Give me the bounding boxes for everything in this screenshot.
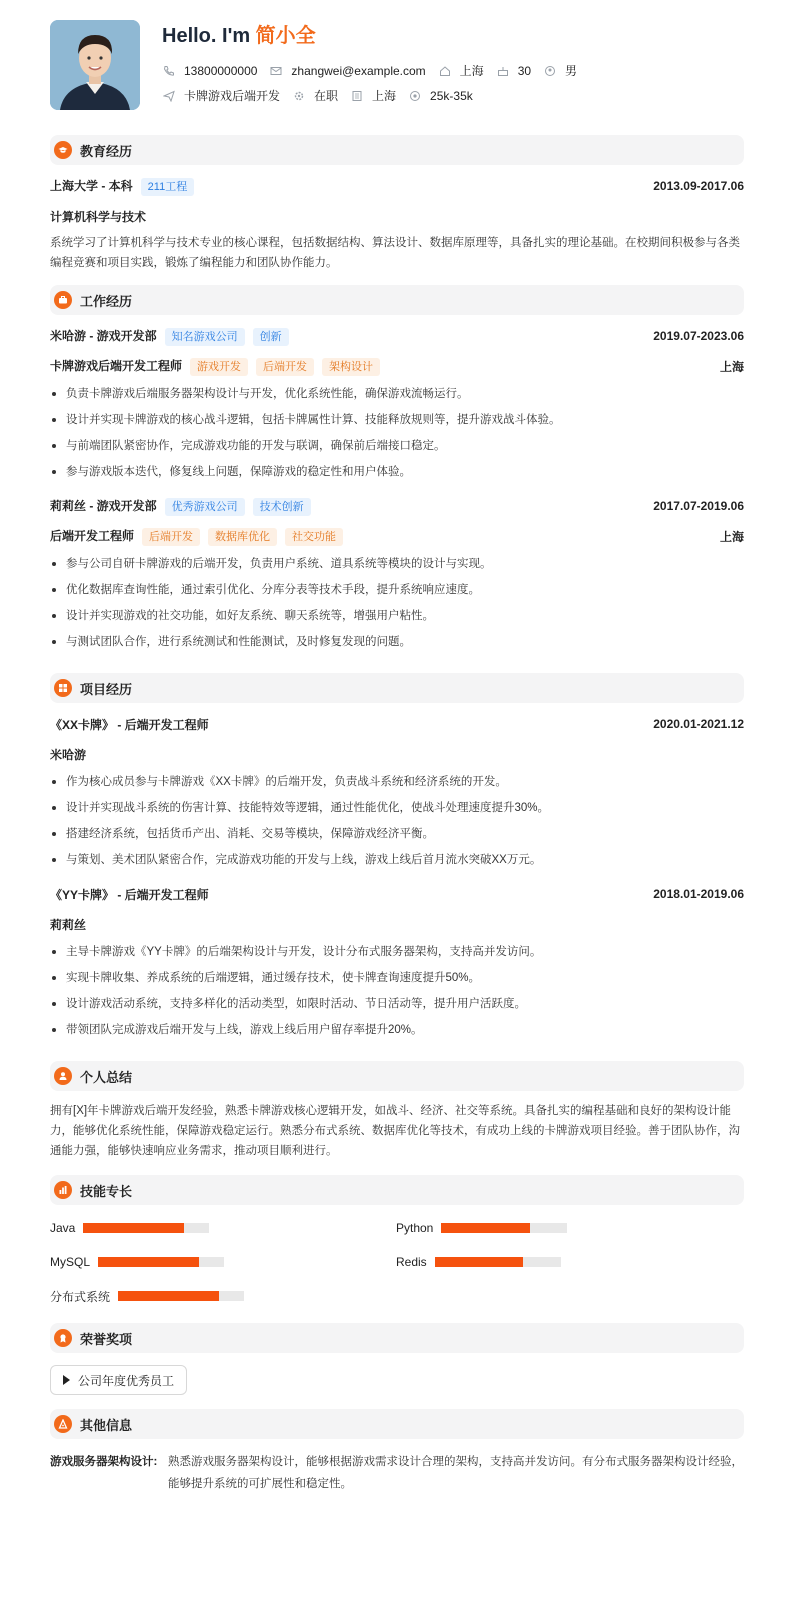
section-title	[50, 285, 744, 315]
skill-bar	[435, 1257, 561, 1267]
project-entry	[50, 881, 744, 1043]
section-title	[50, 1061, 744, 1091]
other-section	[50, 1409, 744, 1495]
work-city-value: 上海	[372, 89, 397, 103]
award-item	[50, 1365, 187, 1395]
education-desc: 系统学习了计算机科学与技术专业的核心课程，包括数据结构、算法设计、数据库原理等，具备扎实的理论基础。在校期间积极参与各类编程竞赛和项目实践，锻炼了编程能力和团队协作能力。	[50, 237, 740, 269]
skill-bar-fill	[435, 1257, 523, 1267]
greeting	[162, 22, 589, 50]
section-title	[50, 673, 744, 703]
role-row	[50, 353, 744, 379]
list-item: 主导卡牌游戏《YY卡牌》的后端架构设计与开发，设计分布式服务器架构，支持高并发访问。	[50, 939, 744, 965]
project-name: 《XX卡牌》 - 后端开发工程师	[50, 717, 209, 732]
skill-bar-fill	[441, 1223, 529, 1233]
skills-section	[50, 1175, 744, 1307]
list-item: 参与公司自研卡牌游戏的后端开发，负责用户系统、道具系统等模块的设计与实现。	[50, 551, 744, 577]
section-title-text: 项目经历	[80, 681, 133, 697]
avatar	[50, 20, 140, 110]
project-row	[50, 711, 744, 737]
company-name: 莉莉丝 - 游戏开发部	[50, 498, 157, 513]
skill-item	[50, 1217, 396, 1239]
role-tag: 社交功能	[285, 528, 343, 546]
company-name: 米哈游 - 游戏开发部	[50, 328, 157, 343]
skill-name: Java	[50, 1221, 76, 1235]
other-info-key: 游戏服务器架构设计:	[50, 1456, 158, 1468]
role-name: 卡牌游戏后端开发工程师	[50, 358, 183, 373]
section-title	[50, 1175, 744, 1205]
contact-row	[162, 62, 589, 79]
list-item: 与前端团队紧密协作，完成游戏功能的开发与联调，确保前后端接口稳定。	[50, 433, 744, 459]
skill-name: Redis	[396, 1255, 427, 1269]
user-icon	[543, 64, 557, 78]
bar-chart-icon	[54, 1181, 72, 1199]
project-name: 《YY卡牌》 - 后端开发工程师	[50, 887, 209, 902]
other-info-row	[50, 1451, 744, 1495]
money-icon	[408, 89, 422, 103]
city	[438, 62, 484, 79]
building-icon	[350, 89, 364, 103]
project-row	[50, 881, 744, 907]
section-title	[50, 1323, 744, 1353]
section-title-text: 其他信息	[80, 1417, 133, 1433]
medal-icon	[54, 1329, 72, 1347]
skill-item	[50, 1251, 396, 1273]
role-row	[50, 523, 744, 549]
role-line	[50, 527, 343, 546]
mail-icon	[269, 64, 283, 78]
skill-name: 分布式系统	[50, 1289, 111, 1304]
project-bullets	[50, 939, 744, 1043]
phone	[162, 64, 257, 78]
list-item: 设计游戏活动系统，支持多样化的活动类型，如限时活动、节日活动等，提升用户活跃度。	[50, 991, 744, 1017]
section-title-text: 工作经历	[80, 293, 133, 309]
position-value: 卡牌游戏后端开发	[184, 89, 281, 103]
company-tag: 知名游戏公司	[165, 328, 245, 346]
list-item: 搭建经济系统，包括货币产出、消耗、交易等模块，保障游戏经济平衡。	[50, 821, 744, 847]
cake-icon	[496, 64, 510, 78]
company-tag: 优秀游戏公司	[165, 498, 245, 516]
list-item: 与策划、美术团队紧密合作，完成游戏功能的开发与上线，游戏上线后首月流水突破XX万元。	[50, 847, 744, 873]
resume-header	[50, 20, 744, 118]
company-tag: 创新	[253, 328, 289, 346]
salary	[408, 89, 473, 103]
section-title	[50, 1409, 744, 1439]
job-date: 2017.07-2019.06	[653, 499, 744, 513]
skill-name: MySQL	[50, 1255, 91, 1269]
role-name: 后端开发工程师	[50, 528, 135, 543]
role-tag: 数据库优化	[208, 528, 277, 546]
job-entry	[50, 493, 744, 655]
skills-grid	[50, 1217, 744, 1307]
list-item: 与测试团队合作，进行系统测试和性能测试，及时修复发现的问题。	[50, 629, 744, 655]
skill-bar	[441, 1223, 567, 1233]
work-city	[350, 87, 396, 104]
position	[162, 87, 280, 104]
list-item: 带领团队完成游戏后端开发与上线，游戏上线后用户留存率提升20%。	[50, 1017, 744, 1043]
person-icon	[54, 1067, 72, 1085]
skill-item	[396, 1217, 742, 1239]
company-row	[50, 493, 744, 519]
skill-bar-fill	[118, 1291, 219, 1301]
summary-text: 拥有[X]年卡牌游戏后端开发经验，熟悉卡牌游戏核心逻辑开发，如战斗、经济、社交等系统。具备扎实的编程基础和良好的架构设计能力，能够优化系统性能，保障游戏稳定运行。熟悉分布式系统、数据库优化等技术，有成功上线的卡牌游戏项目经验。善于团队协作，沟通能力强，能够快速响应业务需求，推动项目顺利进行。	[50, 1105, 740, 1157]
gear-icon	[292, 89, 306, 103]
skill-name: Python	[396, 1221, 434, 1235]
project-entry	[50, 711, 744, 873]
info-icon	[54, 1415, 72, 1433]
job-location: 上海	[719, 529, 744, 544]
header-info	[162, 20, 589, 104]
city-value: 上海	[459, 64, 484, 78]
project-date: 2020.01-2021.12	[653, 717, 744, 731]
list-item: 优化数据库查询性能，通过索引优化、分库分表等技术手段，提升系统响应速度。	[50, 577, 744, 603]
project-company-row	[50, 911, 744, 937]
award-name: 公司年度优秀员工	[78, 1373, 175, 1388]
skill-item	[396, 1251, 742, 1273]
skill-item	[50, 1285, 396, 1307]
list-item: 设计并实现战斗系统的伤害计算、技能特效等逻辑，通过性能优化，使战斗处理速度提升30%。	[50, 795, 744, 821]
job-entry	[50, 323, 744, 485]
email	[269, 64, 425, 78]
school-line	[50, 177, 194, 196]
education-section	[50, 135, 744, 273]
skill-bar-fill	[83, 1223, 184, 1233]
company-line	[50, 497, 311, 516]
home-icon	[438, 64, 452, 78]
major-row	[50, 203, 744, 229]
role-line	[50, 357, 380, 376]
status-value: 在职	[314, 89, 339, 103]
list-item: 参与游戏版本迭代，修复线上问题，保障游戏的稳定性和用户体验。	[50, 459, 744, 485]
job-date: 2019.07-2023.06	[653, 329, 744, 343]
projects-section	[50, 673, 744, 1043]
status	[292, 87, 338, 104]
summary-section	[50, 1061, 744, 1161]
role-tag: 架构设计	[322, 358, 380, 376]
skill-bar	[83, 1223, 209, 1233]
project-bullets	[50, 769, 744, 873]
skill-bar-fill	[98, 1257, 199, 1267]
briefcase-icon	[54, 291, 72, 309]
list-item: 设计并实现游戏的社交功能，如好友系统、聊天系统等，增强用户粘性。	[50, 603, 744, 629]
role-tag: 游戏开发	[190, 358, 248, 376]
school-name: 上海大学 - 本科	[50, 178, 133, 193]
send-icon	[162, 89, 176, 103]
section-title-text: 技能专长	[80, 1183, 133, 1199]
work-section	[50, 285, 744, 655]
project-company: 米哈游	[50, 747, 87, 762]
project-company-row	[50, 741, 744, 767]
job-bullets	[50, 381, 744, 485]
list-item: 实现卡牌收集、养成系统的后端逻辑，通过缓存技术，使卡牌查询速度提升50%。	[50, 965, 744, 991]
gender	[543, 62, 577, 79]
company-tag: 技术创新	[253, 498, 311, 516]
list-item: 负责卡牌游戏后端服务器架构设计与开发，优化系统性能，确保游戏流畅运行。	[50, 381, 744, 407]
graduation-cap-icon	[54, 141, 72, 159]
job-intent-row	[162, 87, 589, 104]
list-item: 作为核心成员参与卡牌游戏《XX卡牌》的后端开发，负责战斗系统和经济系统的开发。	[50, 769, 744, 795]
role-tag: 后端开发	[142, 528, 200, 546]
honors-section	[50, 1323, 744, 1395]
role-tag: 后端开发	[256, 358, 314, 376]
company-line	[50, 327, 289, 346]
education-row	[50, 173, 744, 199]
age-value: 30	[517, 63, 532, 78]
gender-value: 男	[565, 64, 578, 78]
phone-value: 13800000000	[184, 63, 258, 78]
email-value: zhangwei@example.com	[291, 63, 426, 78]
candidate-name: 简小全	[255, 25, 316, 47]
major: 计算机科学与技术	[50, 209, 147, 224]
project-company: 莉莉丝	[50, 917, 87, 932]
other-info-value: 熟悉游戏服务器架构设计，能够根据游戏需求设计合理的架构，支持高并发访问。有分布式服务器架构设计经验，能够提升系统的可扩展性和稳定性。	[168, 1456, 743, 1490]
skill-bar	[98, 1257, 224, 1267]
company-row	[50, 323, 744, 349]
school-tag: 211工程	[141, 178, 195, 196]
phone-icon	[162, 64, 176, 78]
salary-value: 25k-35k	[430, 88, 473, 103]
education-date: 2013.09-2017.06	[653, 179, 744, 193]
section-title-text: 个人总结	[80, 1069, 133, 1085]
greeting-text: Hello. I'm	[162, 25, 251, 47]
section-title	[50, 135, 744, 165]
section-title-text: 荣誉奖项	[80, 1331, 133, 1347]
job-bullets	[50, 551, 744, 655]
play-icon	[63, 1375, 70, 1385]
project-date: 2018.01-2019.06	[653, 887, 744, 901]
list-item: 设计并实现卡牌游戏的核心战斗逻辑，包括卡牌属性计算、技能释放规则等，提升游戏战斗体验。	[50, 407, 744, 433]
job-location: 上海	[719, 359, 744, 374]
section-title-text: 教育经历	[80, 143, 133, 159]
age	[496, 64, 531, 78]
grid-icon	[54, 679, 72, 697]
skill-bar	[118, 1291, 244, 1301]
